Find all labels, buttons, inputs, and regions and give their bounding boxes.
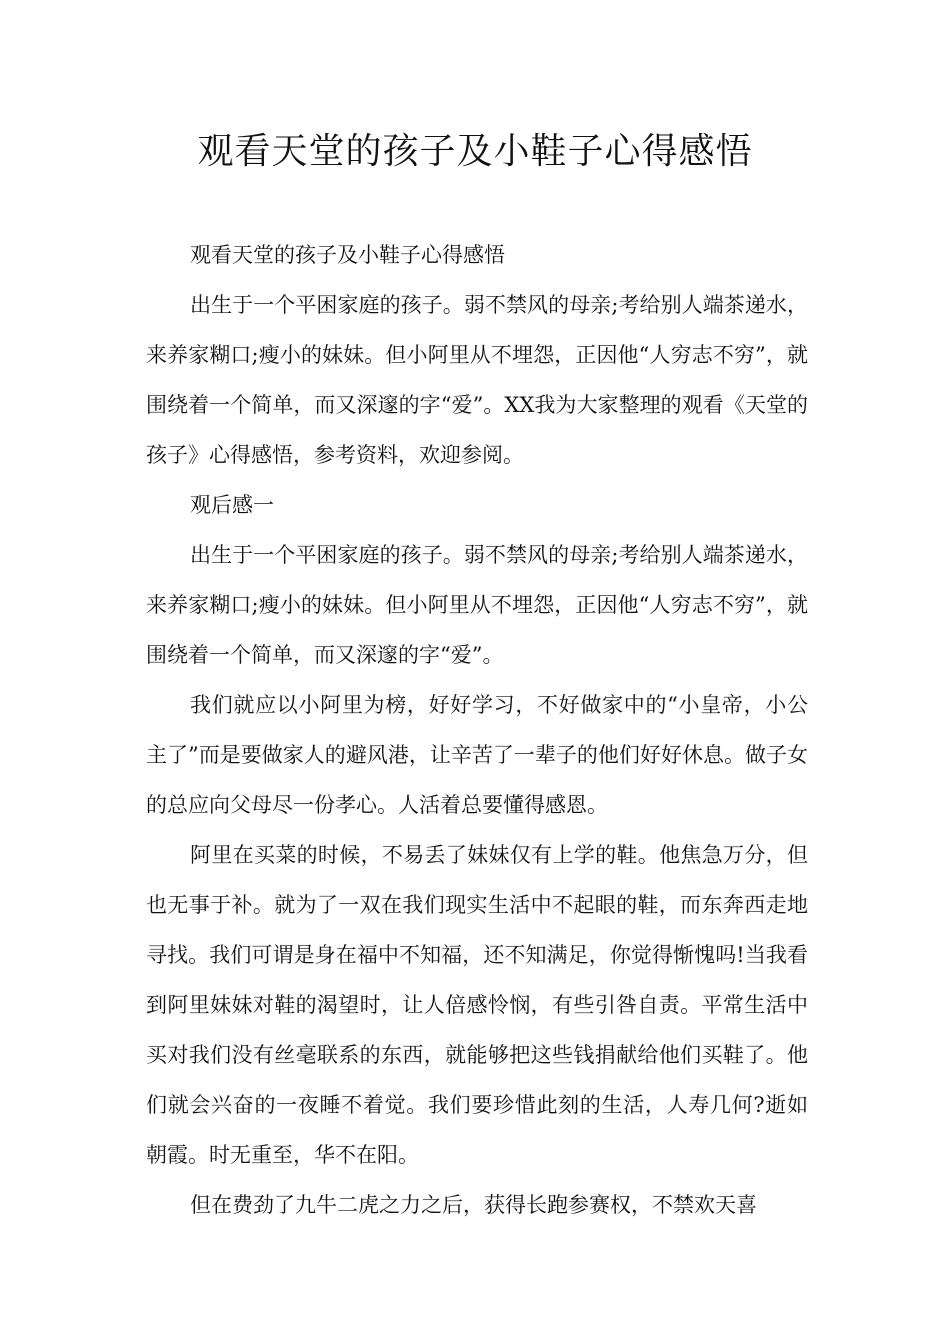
document-body xyxy=(146,230,808,1230)
document-title: 观看天堂的孩子及小鞋子心得感悟 xyxy=(197,131,753,172)
paragraph: 我们就应以小阿里为榜，好好学习，不好做家中的“小皇帝，小公主了”而是要做家人的避风港，让辛苦了一辈子的他们好好休息。做子女的总应向父母尽一份孝心。人活着总要懂得感恩。 xyxy=(146,693,808,817)
paragraph: 出生于一个平困家庭的孩子。弱不禁风的母亲;考给别人端茶递水，来养家糊口;瘦小的妹妹。但小阿里从不埋怨，正因他“人穷志不穷”，就围绕着一个简单，而又深邃的字“爱”。 xyxy=(146,543,808,667)
paragraph: 阿里在买菜的时候，不易丢了妹妹仅有上学的鞋。他焦急万分，但也无事于补。就为了一双在我们现实生活中不起眼的鞋，而东奔西走地寻找。我们可谓是身在福中不知福，还不知满足，你觉得惭愧吗!当我看到阿里妹妹对鞋的渴望时，让人倍感怜悯，有些引咎自责。平常生活中买对我们没有丝毫联系的东西，就能够把这些钱捐献给他们买鞋了。他们就会兴奋的一夜睡不着觉。我们要珍惜此刻的生活，人寿几何?逝如朝霞。时无重至，华不在阳。 xyxy=(146,843,808,1167)
paragraph: 但在费劲了九牛二虎之力之后，获得长跑参赛权，不禁欢天喜 xyxy=(190,1193,757,1217)
paragraph-subtitle: 观看天堂的孩子及小鞋子心得感悟 xyxy=(190,243,505,267)
section-heading: 观后感一 xyxy=(190,493,274,517)
paragraph-intro: 出生于一个平困家庭的孩子。弱不禁风的母亲;考给别人端茶递水，来养家糊口;瘦小的妹妹。但小阿里从不埋怨，正因他“人穷志不穷”，就围绕着一个简单，而又深邃的字“爱”。XX我为大家整理的观看《天堂的孩子》心得感悟，参考资料，欢迎参阅。 xyxy=(146,293,808,467)
